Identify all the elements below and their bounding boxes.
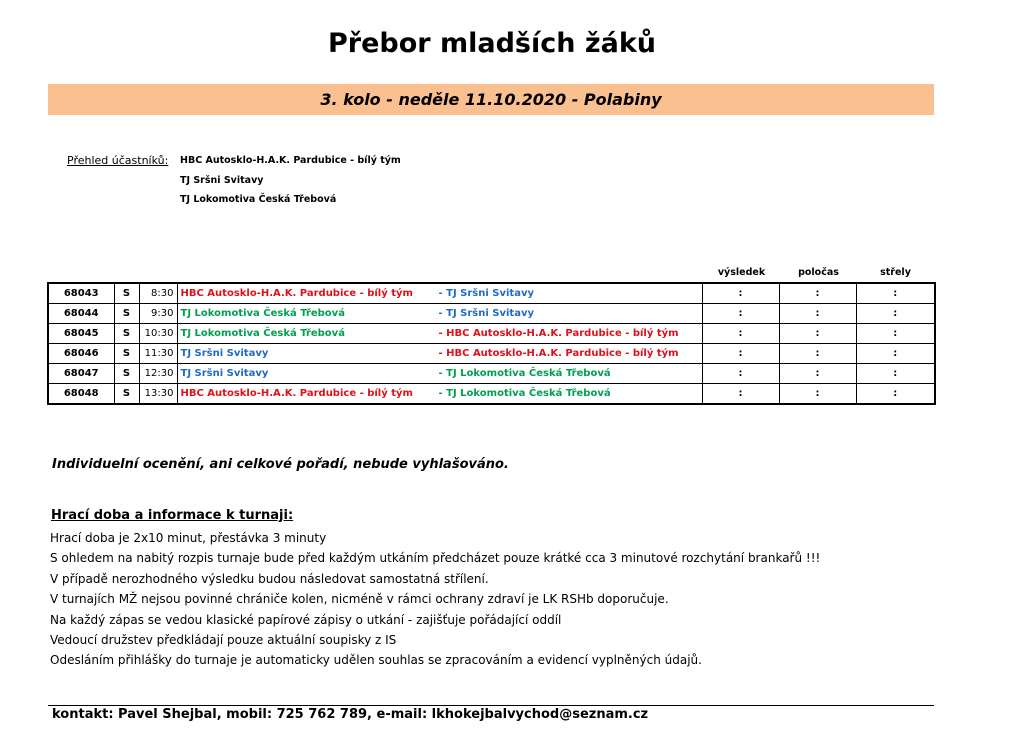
contact-divider — [48, 705, 934, 706]
game-category: S — [114, 364, 139, 384]
info-line: Odesláním přihlášky do turnaje je automaticky udělen souhlas se zpracováním a evidencí vyplněných údajů. — [50, 653, 702, 668]
table-row — [48, 364, 935, 384]
game-match — [177, 283, 702, 304]
game-number: 68046 — [48, 344, 114, 364]
home-team: TJ Sršni Svitavy — [180, 368, 269, 379]
result-cell: : — [702, 384, 779, 405]
participants-label: Přehled účastníků: — [67, 154, 169, 167]
halftime-cell: : — [779, 304, 856, 324]
page-title: Přebor mladších žáků — [327, 28, 656, 59]
halftime-cell: : — [779, 283, 856, 304]
info-line: S ohledem na nabitý rozpis turnaje bude před každým utkáním předcházet pouze krátké cca 3 minutové rozchytání brankařů !!! — [50, 551, 821, 566]
shots-cell: : — [856, 364, 935, 384]
game-number: 68044 — [48, 304, 114, 324]
info-line: Hrací doba je 2x10 minut, přestávka 3 minuty — [50, 531, 327, 545]
awards-note: Individuelní ocenění, ani celkové pořadí, nebude vyhlašováno. — [52, 457, 509, 472]
schedule-table — [47, 282, 936, 405]
game-category: S — [114, 384, 139, 405]
result-cell: : — [702, 304, 779, 324]
halftime-cell: : — [779, 364, 856, 384]
away-team: - HBC Autosklo-H.A.K. Pardubice - bílý tým — [438, 348, 679, 359]
result-cell: : — [702, 283, 779, 304]
home-team: TJ Lokomotiva Česká Třebová — [180, 308, 345, 319]
info-line: V případě nerozhodného výsledku budou následovat samostatná střílení. — [50, 571, 489, 586]
home-team: HBC Autosklo-H.A.K. Pardubice - bílý tým — [180, 388, 413, 399]
contact-line: kontakt: Pavel Shejbal, mobil: 725 762 789, e-mail: lkhokejbalvychod@seznam.cz — [52, 707, 649, 722]
away-team: - TJ Sršni Svitavy — [438, 308, 534, 319]
home-team: HBC Autosklo-H.A.K. Pardubice - bílý tým — [180, 288, 413, 299]
result-cell: : — [702, 364, 779, 384]
game-category: S — [114, 344, 139, 364]
away-team: - HBC Autosklo-H.A.K. Pardubice - bílý tým — [438, 328, 679, 339]
column-header-halftime: poločas — [798, 267, 839, 278]
info-line: V turnajích MŽ nejsou povinné chrániče kolen, nicméně v rámci ochrany zdraví je LK RSHb doporučuje. — [50, 592, 669, 607]
result-cell: : — [702, 324, 779, 344]
game-time: 9:30 — [139, 304, 177, 324]
halftime-cell: : — [779, 344, 856, 364]
info-list — [50, 528, 820, 671]
away-team: - TJ Sršni Svitavy — [438, 288, 534, 299]
info-heading: Hrací doba a informace k turnaji: — [51, 508, 294, 523]
round-banner: 3. kolo - neděle 11.10.2020 - Polabiny — [48, 84, 934, 115]
game-category: S — [114, 324, 139, 344]
halftime-cell: : — [779, 384, 856, 405]
info-line: Na každý zápas se vedou klasické papírové zápisy o utkání - zajišťuje pořádající oddíl — [50, 612, 562, 627]
table-row — [48, 304, 935, 324]
game-number: 68048 — [48, 384, 114, 405]
table-row — [48, 283, 935, 304]
shots-cell: : — [856, 283, 935, 304]
game-time: 8:30 — [139, 283, 177, 304]
result-cell: : — [702, 344, 779, 364]
game-match — [177, 344, 702, 364]
game-time: 10:30 — [139, 324, 177, 344]
away-team: - TJ Lokomotiva Česká Třebová — [438, 388, 611, 399]
table-row — [48, 324, 935, 344]
column-header-result: výsledek — [717, 267, 766, 278]
table-row — [48, 384, 935, 405]
game-match — [177, 364, 702, 384]
shots-cell: : — [856, 344, 935, 364]
shots-cell: : — [856, 304, 935, 324]
game-match — [177, 384, 702, 405]
halftime-cell: : — [779, 324, 856, 344]
game-number: 68043 — [48, 283, 114, 304]
info-line: Vedoucí družstev předkládají pouze aktuální soupisky z IS — [50, 632, 397, 647]
game-category: S — [114, 304, 139, 324]
shots-cell: : — [856, 384, 935, 405]
game-category: S — [114, 283, 139, 304]
away-team: - TJ Lokomotiva Česká Třebová — [438, 368, 611, 379]
shots-cell: : — [856, 324, 935, 344]
participant-team: HBC Autosklo-H.A.K. Pardubice - bílý tým — [180, 155, 401, 166]
game-match — [177, 304, 702, 324]
column-header-shots: střely — [880, 267, 911, 278]
home-team: TJ Sršni Svitavy — [180, 348, 269, 359]
game-number: 68045 — [48, 324, 114, 344]
game-time: 13:30 — [139, 384, 177, 405]
participant-team: TJ Sršni Svitavy — [180, 175, 264, 186]
game-number: 68047 — [48, 364, 114, 384]
game-match — [177, 324, 702, 344]
participant-team: TJ Lokomotiva Česká Třebová — [180, 194, 337, 205]
table-row — [48, 344, 935, 364]
home-team: TJ Lokomotiva Česká Třebová — [180, 328, 345, 339]
game-time: 12:30 — [139, 364, 177, 384]
game-time: 11:30 — [139, 344, 177, 364]
